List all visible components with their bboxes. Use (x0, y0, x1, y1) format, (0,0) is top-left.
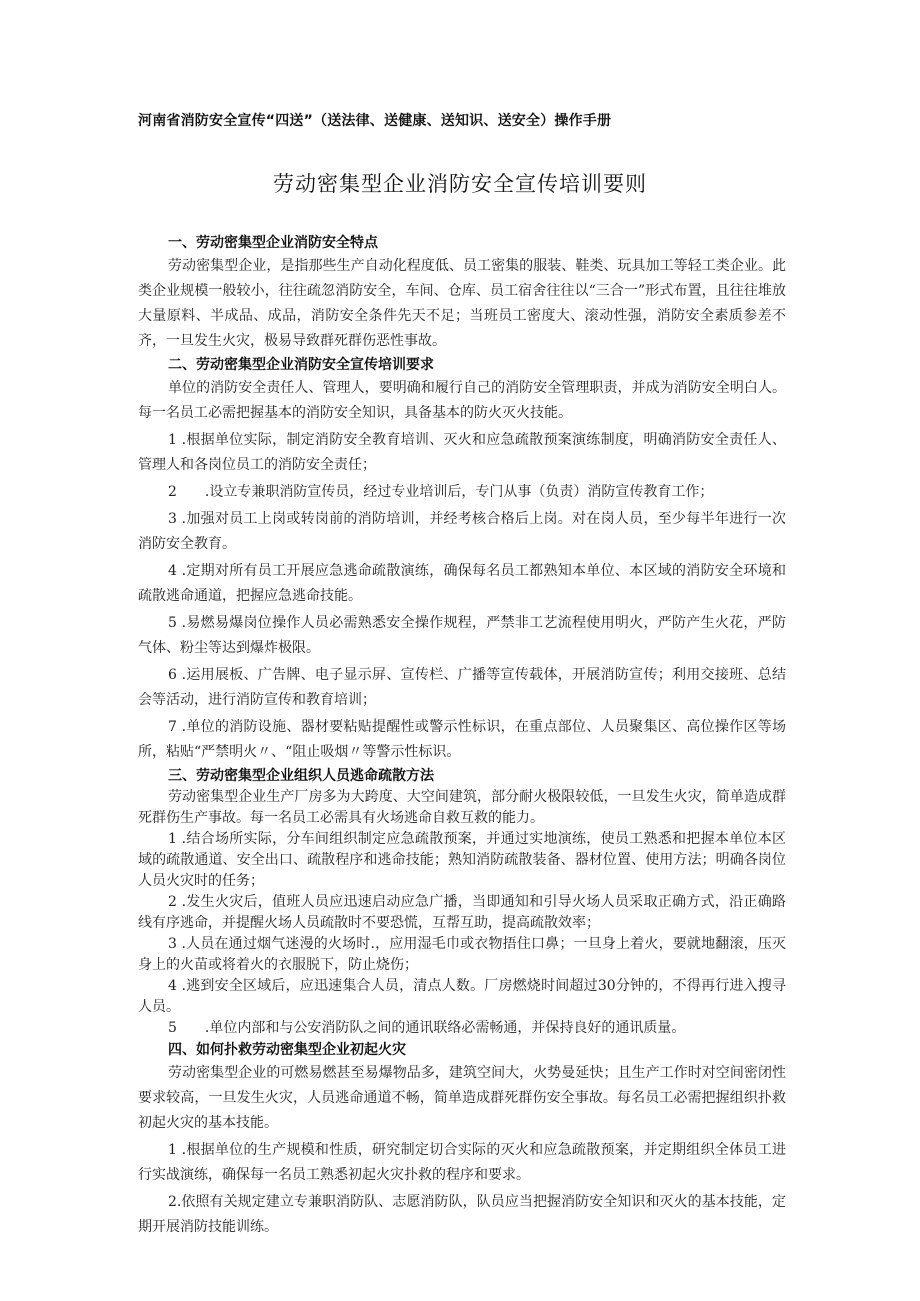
paragraph: 劳动密集型企业生产厂房多为大跨度、大空间建筑，部分耐火极限较低，一旦发生火灾，简单造成群死群伤生产事故。每一名员工必需具有火场逃命自救互救的能力。 (138, 789, 786, 826)
list-item: 3 .人员在通过烟气迷漫的火场时.，应用湿毛巾或衣物捂住口鼻；一旦身上着火，要就地翻滚，压灭身上的火苗或将着火的衣服脱下，防止烧伤； (138, 936, 786, 973)
paragraph: 单位的消防安全责任人、管理人，要明确和履行自己的消防安全管理职责，并成为消防安全明白人。每一名员工必需把握基本的消防安全知识，具备基本的防火灭火技能。 (138, 380, 786, 421)
list-item: 2 .设立专兼职消防宣传员，经过专业培训后，专门从事（负责）消防宣传教育工作； (168, 484, 714, 500)
paragraph: 劳动密集型企业的可燃易燃甚至易爆物品多，建筑空间大，火势曼延快；且生产工作时对空间密闭性要求较高，一旦发生火灾，人员逃命通道不畅，简单造成群死群伤安全事故。每名员工必需把握组织扑救初起火灾的基本技能。 (138, 1065, 786, 1131)
section-heading-1: 一、劳动密集型企业消防安全特点 (168, 235, 378, 251)
document-title: 劳动密集型企业消防安全宣传培训要则 (273, 172, 647, 196)
document-body (138, 232, 786, 1240)
list-item: 3 .加强对员工上岗或转岗前的消防培训，并经考核合格后上岗。对在岗人员，至少每半年进行一次消防安全教育。 (138, 511, 786, 552)
list-item: 5 .易燃易爆岗位操作人员必需熟悉安全操作规程，严禁非工艺流程使用明火，严防产生火花，严防气体、粉尘等达到爆炸极限。 (138, 615, 786, 656)
list-item: 1 .根据单位实际，制定消防安全教育培训、灭火和应急疏散预案演练制度，明确消防安全责任人、管理人和各岗位员工的消防安全责任； (138, 432, 786, 473)
list-item: 2 .发生火灾后，值班人员应迅速启动应急广播，当即通知和引导火场人员采取正确方式，沿正确路线有序逃命，并提醒火场人员疏散时不要恐慌，互帮互助，提高疏散效率； (138, 894, 786, 931)
manual-header: 河南省消防安全宣传“四送”（送法律、送健康、送知识、送安全）操作手册 (138, 113, 612, 129)
list-item: 1 .结合场所实际，分车间组织制定应急疏散预案，并通过实地演练，使员工熟悉和把握本单位本区域的疏散通道、安全出口、疏散程序和逃命技能；熟知消防疏散装备、器材位置、使用方法；明确各岗位人员火灾时的任务； (138, 831, 786, 889)
section-heading-4: 四、如何扑救劳动密集型企业初起火灾 (168, 1042, 406, 1058)
list-item: 4 .定期对所有员工开展应急逃命疏散演练，确保每名员工都熟知本单位、本区域的消防安全环境和疏散逃命通道，把握应急逃命技能。 (138, 563, 786, 604)
list-item: 6 .运用展板、广告牌、电子显示屏、宣传栏、广播等宣传载体，开展消防宣传；利用交接班、总结会等活动，进行消防宣传和教育培训； (138, 667, 786, 708)
list-item: 4 .逃到安全区域后，应迅速集合人员，清点人数。厂房燃烧时间超过30分钟的，不得再行进入搜寻人员。 (138, 978, 786, 1015)
list-item: 1 .根据单位的生产规模和性质，研究制定切合实际的灭火和应急疏散预案，并定期组织全体员工进行实战演练，确保每一名员工熟悉初起火灾扑救的程序和要求。 (138, 1142, 786, 1183)
list-item: 7 .单位的消防设施、器材要粘贴提醒性或警示性标识，在重点部位、人员聚集区、高位操作区等场所，粘贴“严禁明火〃、“阻止吸烟〃等警示性标识。 (138, 719, 786, 760)
list-item: 2.依照有关规定建立专兼职消防队、志愿消防队，队员应当把握消防安全知识和灭火的基本技能，定期开展消防技能训练。 (138, 1194, 786, 1235)
list-item: 5 .单位内部和与公安消防队之间的通讯联络必需畅通，并保持良好的通讯质量。 (168, 1020, 686, 1036)
paragraph: 劳动密集型企业，是指那些生产自动化程度低、员工密集的服装、鞋类、玩具加工等轻工类企业。此类企业规模一般较小，往往疏忽消防安全，车间、仓库、员工宿舍往往以“三合一”形式布置，且往往堆放大量原料、半成品、成品，消防安全条件先天不足；当班员工密度大、滚动性强，消防安全素质参差不齐，一旦发生火灾，极易导致群死群伤恶性事故。 (138, 258, 786, 349)
section-heading-3: 三、劳动密集型企业组织人员逃命疏散方法 (168, 768, 434, 784)
section-heading-2: 二、劳动密集型企业消防安全宣传培训要求 (168, 357, 434, 373)
